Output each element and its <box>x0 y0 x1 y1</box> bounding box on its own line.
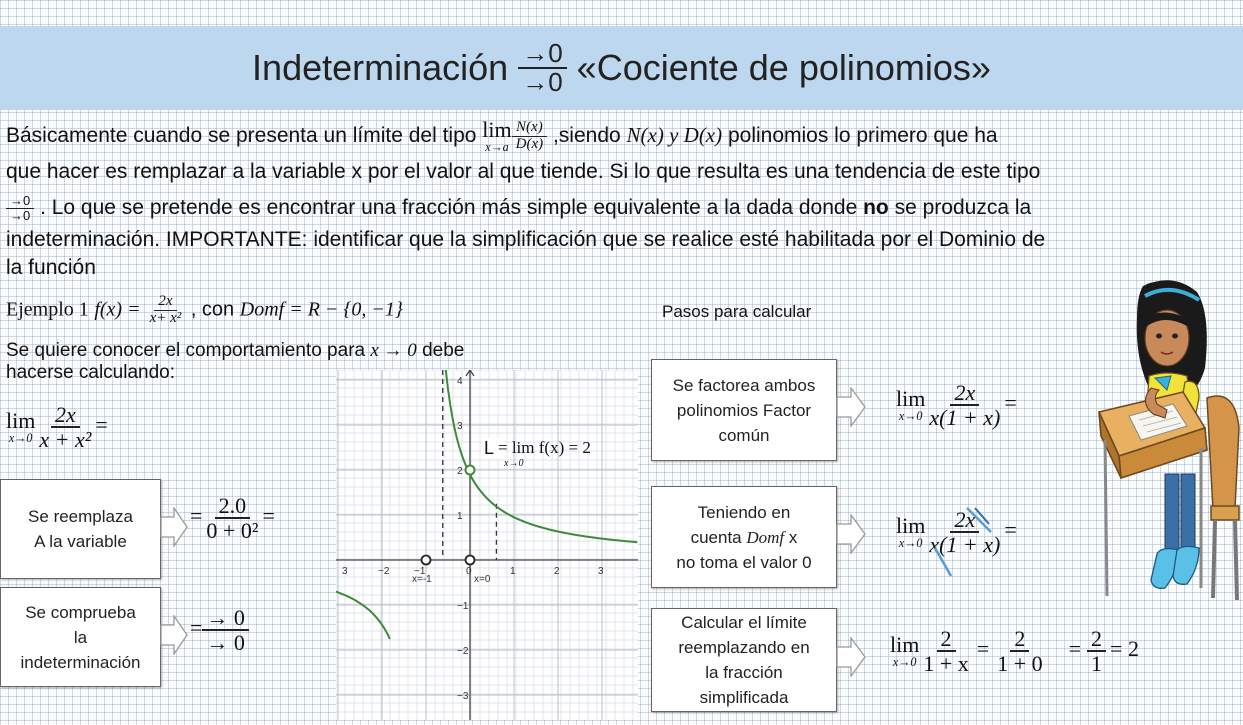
x-tick-label: 3 <box>598 566 604 577</box>
arrow-reemplaza <box>160 507 188 547</box>
graph-limit-sub: x→0 <box>504 458 524 469</box>
intro-line-2: que hacer es remplazar a la variable x por el valor al que tiende. Si lo que resulta es una tendencia de este tipo <box>6 160 1041 183</box>
point-label-x-0: x=0 <box>474 574 491 585</box>
intro-lim: lim x→a <box>482 117 512 155</box>
title-bar <box>0 26 1243 110</box>
pasos-label: Pasos para calcular <box>662 302 812 321</box>
box-step-factorea: Se factorea ambos polinomios Factor común <box>651 359 837 461</box>
example-fraction: $\frac{2x}{\text{x+ x²}}$ <box>149 293 182 326</box>
y-tick-label: 3 <box>457 421 463 432</box>
title-fraction: $\frac{\to 0}{\to 0}$ <box>518 40 566 97</box>
intro-line-1: Básicamente cuando se presenta un límite del tipo lim x→a $\frac{N(x)}{D(x)}$ ,siendo N(x) y D(x) polinomios lo primero que ha <box>6 117 998 155</box>
x-tick-label: 2 <box>554 566 560 577</box>
title-text: Indeterminación <box>252 47 509 88</box>
comprueba-expression: = $\frac{\to 0}{\to 0}$ <box>190 606 249 654</box>
y-tick-label: −1 <box>457 601 469 612</box>
x-tick-label: −1 <box>414 566 426 577</box>
cancel-strokes <box>925 502 1005 582</box>
step-1-expression: lim x→0 $\frac{2x}{x(1 + x)}$ = <box>896 380 1017 431</box>
intro-line-4: indeterminación. IMPORTANTE: identificar que la simplificación que se realice esté habilitada por el Dominio de <box>6 228 1046 251</box>
example-line: Ejemplo 1 f(x) = $\frac{2x}{\text{x+ x²}}$ , con Domf = R − {0, −1} <box>6 293 403 326</box>
reemplaza-expression: = $\frac{2.0}{\text{0 + 0²}}$ = <box>190 493 275 544</box>
graph-canvas <box>336 370 638 720</box>
intro-line-5: la función <box>6 256 96 279</box>
graph-limit-annotation: L <box>482 438 505 459</box>
intro-tendency-fraction: $\frac{\to 0}{\to 0}$ <box>6 194 34 222</box>
y-tick-label: 2 <box>457 466 463 477</box>
arrow-step-1 <box>836 387 866 427</box>
student-girl-illustration <box>1095 278 1241 608</box>
intro-line-3: $\frac{\to 0}{\to 0}$ . Lo que se pretende es encontrar una fracción más simple equivalente a la dada donde no se produzca la <box>6 190 1238 226</box>
x-tick-label: 1 <box>510 566 516 577</box>
hole-point-x-0 <box>466 556 475 565</box>
quiere-text: Se quiere conocer el comportamiento para x → 0 debe hacerse calculando: <box>6 340 465 383</box>
x-tick-label: 3 <box>342 566 348 577</box>
arrow-step-2 <box>836 514 866 554</box>
intro-paragraph <box>6 118 1238 282</box>
box-step-dominio: Teniendo en cuenta Domf x no toma el valor 0 <box>651 486 837 588</box>
step-3-expression: lim x→0 $\frac{2}{1 + x}$ = $\frac{2}{1 + 0}$ = $\frac{2}{1}$ = 2 <box>890 626 1139 677</box>
box-se-comprueba: Se comprueba la indeterminación <box>0 587 161 687</box>
intro-fraction: $\frac{N(x)}{D(x)}$ <box>512 120 547 153</box>
function-graph <box>336 370 638 720</box>
box-se-reemplaza: Se reemplaza A la variable <box>0 479 161 579</box>
y-tick-label: 1 <box>457 511 463 522</box>
graph-limit-expression: = lim f(x) = 2 <box>498 438 591 457</box>
point-label-x-minus-1: x=-1 <box>412 574 432 585</box>
box-step-calcular: Calcular el límite reemplazando en la fracción simplificada <box>651 608 837 712</box>
arrow-comprueba <box>160 615 188 655</box>
y-tick-label: −2 <box>457 646 469 657</box>
step-2-expression: lim x→0 $\frac{2x}{x(1 + x)}$ = <box>896 507 1017 558</box>
arrow-step-3 <box>836 637 866 677</box>
x-tick-label: −2 <box>378 566 390 577</box>
y-tick-label: −3 <box>457 691 469 702</box>
limit-left-expression: lim x→0 $\frac{2x}{\text{x + x²}}$ = <box>6 402 108 453</box>
limit-point <box>466 466 475 475</box>
x-tick-label: 0 <box>466 566 472 577</box>
title-suffix: «Cociente de polinomios» <box>576 47 991 88</box>
hole-point-x-minus-1 <box>422 556 431 565</box>
y-tick-label: 4 <box>457 376 463 387</box>
